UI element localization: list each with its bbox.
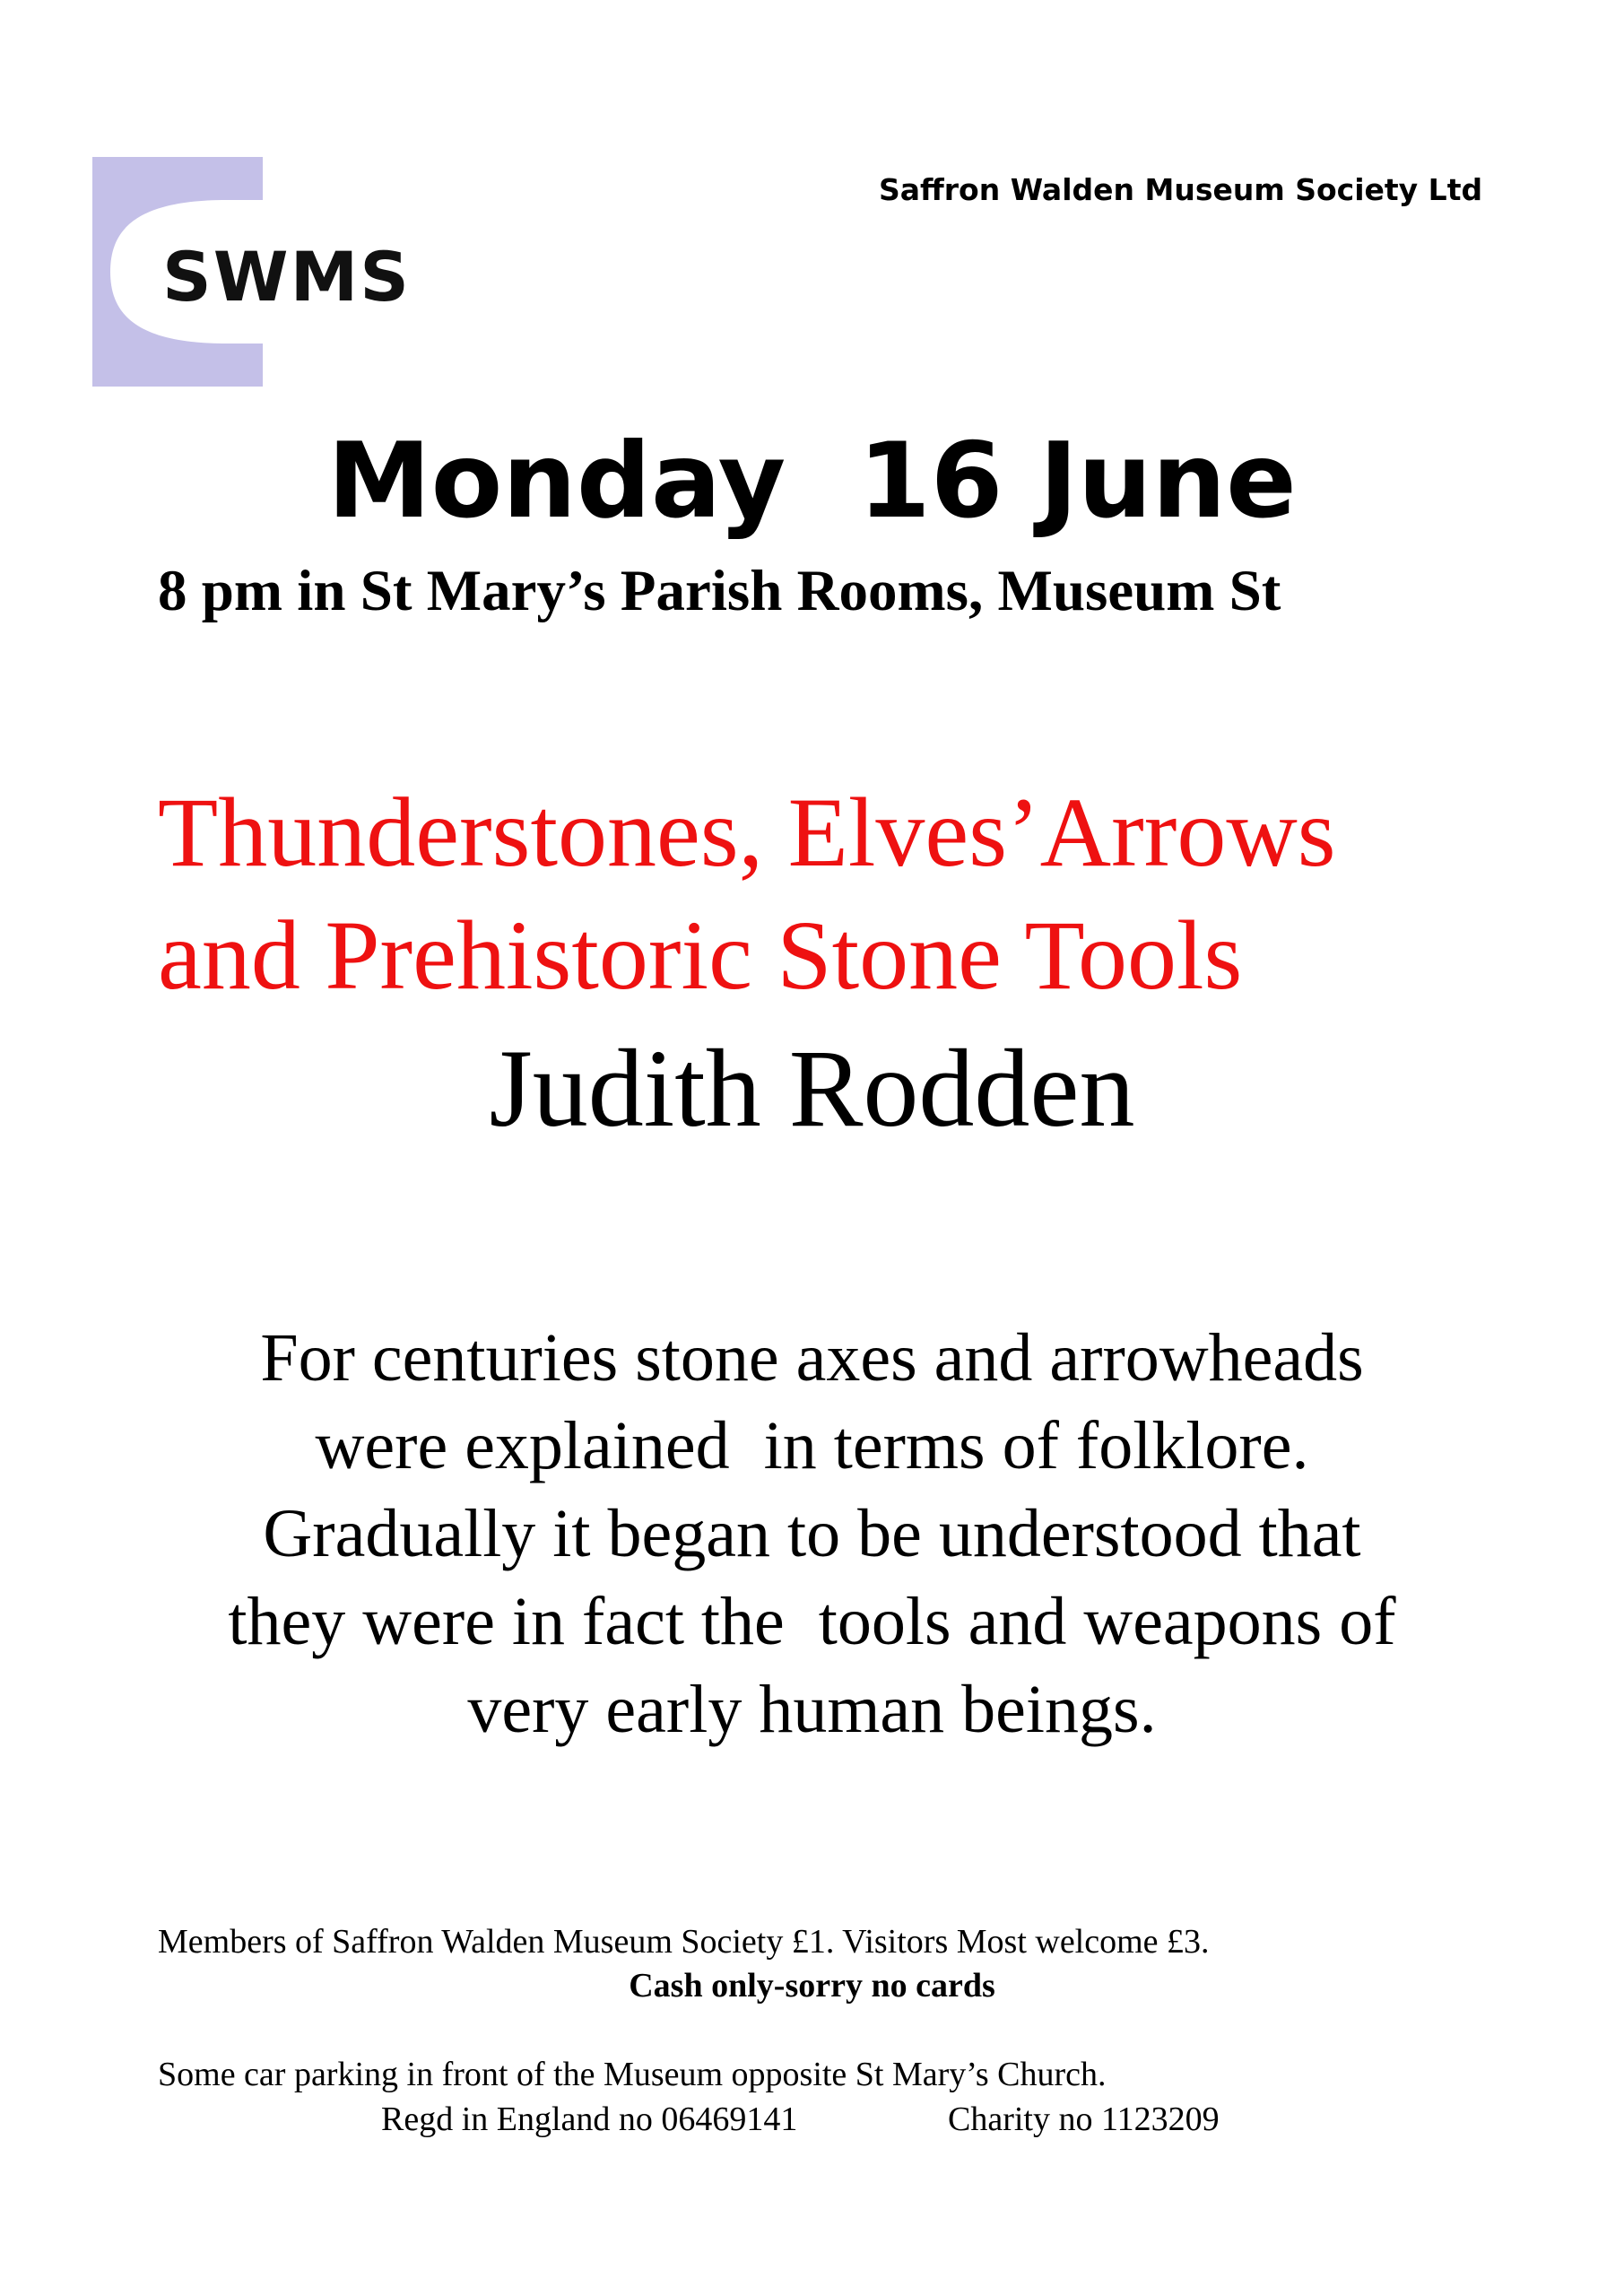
description-line: very early human beings.: [467, 1672, 1157, 1747]
cash-only-note: Cash only-sorry no cards: [629, 1967, 995, 2005]
logo-text: SWMS: [162, 237, 411, 317]
talk-title: [158, 771, 1336, 1017]
description-line: For centuries stone axes and arrowheads: [260, 1320, 1364, 1396]
swms-logo: [92, 157, 455, 387]
description-line: were explained in terms of folklore.: [315, 1408, 1309, 1483]
talk-description: [135, 1314, 1489, 1753]
registration-number: Regd in England no 06469141: [381, 2100, 798, 2138]
description-line: Gradually it began to be understood that: [263, 1496, 1361, 1571]
event-venue: 8 pm in St Mary’s Parish Rooms, Museum St: [158, 559, 1281, 623]
admission-fees: Members of Saffron Walden Museum Society £1. Visitors Most welcome £3.: [158, 1923, 1210, 1961]
charity-number: Charity no 1123209: [948, 2100, 1220, 2138]
talk-title-line: and Prehistoric Stone Tools: [158, 900, 1243, 1010]
speaker-name: Judith Rodden: [489, 1027, 1135, 1150]
parking-info: Some car parking in front of the Museum opposite St Mary’s Church.: [158, 2056, 1107, 2093]
talk-title-line: Thunderstones, Elves’Arrows: [158, 778, 1336, 887]
society-name: Saffron Walden Museum Society Ltd: [879, 172, 1483, 207]
description-line: they were in fact the tools and weapons of: [228, 1584, 1396, 1659]
event-date: Monday 16 June: [327, 421, 1297, 542]
